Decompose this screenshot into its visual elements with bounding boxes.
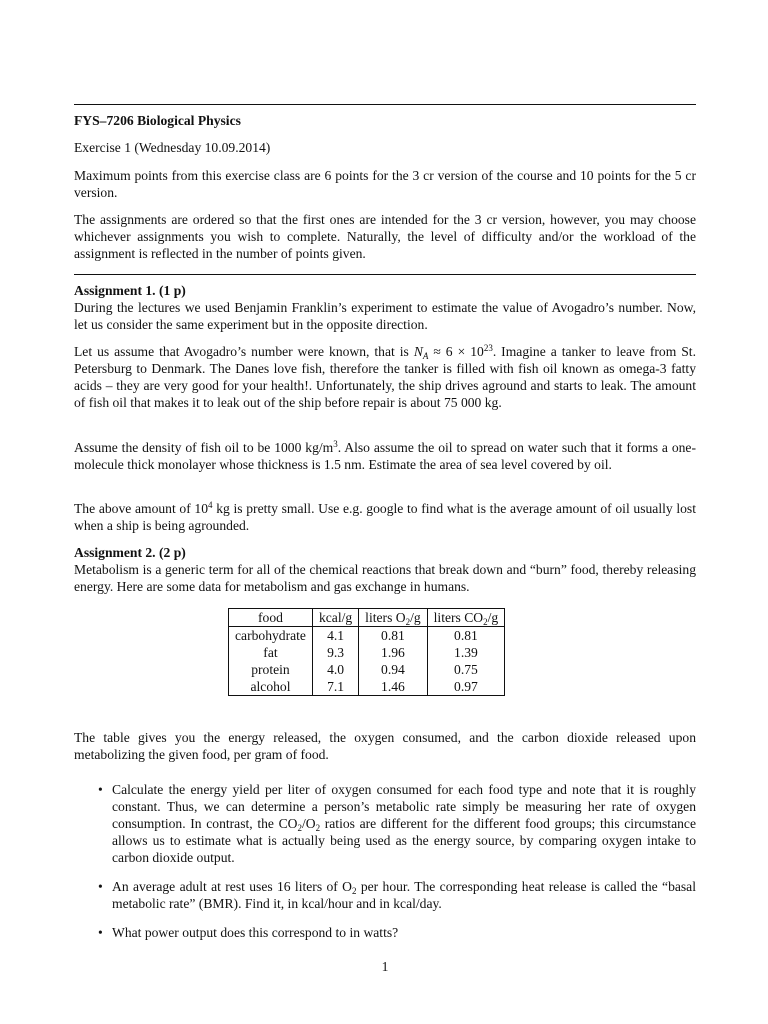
table-cell: protein — [229, 661, 313, 678]
assignment-1-paragraph-1: During the lectures we used Benjamin Franklin’s experiment to estimate the value of Avogadro’s number. Now, let us consider the same experiment but in the opposite direction. — [74, 300, 696, 332]
page-number: 1 — [381, 959, 389, 974]
table-cell: carbohydrate — [229, 627, 313, 645]
assignment-2-paragraph-1: Metabolism is a generic term for all of the chemical reactions that break down and “burn” food, thereby releasing energy. Here are some data for metabolism and gas exchange in humans. — [74, 562, 696, 594]
table-cell: 1.96 — [359, 644, 427, 661]
bullet-icon: • — [98, 782, 103, 797]
table-header-cell: liters $O_2/g$ — [359, 609, 427, 627]
list-item: • Calculate the energy yield per liter of oxygen consumed for each food type and note that it is roughly constant. Thus, we can determine a person’s metabolic rate simply be measuring her rate of oxygen consumption. In contrast, the $CO_2/O_2$ ratios are different for the different food groups; this circumstance allows us to estimate what is actually being used as the energy source, by comparing oxygen intake to carbon dioxide output. — [98, 782, 696, 865]
intro-paragraph-1: Maximum points from this exercise class are 6 points for the 3 cr version of the course and 10 points for the 5 cr version. — [74, 168, 696, 200]
table-header-cell: food — [229, 609, 313, 627]
course-title: FYS–7206 Biological Physics — [74, 113, 241, 128]
top-rule — [74, 104, 696, 105]
table-row — [229, 644, 505, 661]
assignment-1-title: Assignment 1. (1 p) — [74, 283, 186, 298]
table-row — [229, 627, 505, 645]
assignment-2-paragraph-2: The table gives you the energy released, the oxygen consumed, and the carbon dioxide released upon metabolizing the given food, per gram of food. — [74, 730, 696, 762]
metabolism-table — [228, 608, 505, 696]
table-cell: 7.1 — [312, 678, 358, 696]
table-cell: 4.0 — [312, 661, 358, 678]
table-header-cell: liters $CO_2/g$ — [427, 609, 505, 627]
intro-paragraph-2: The assignments are ordered so that the first ones are intended for the 3 cr version, however, you may choose whichever assignments you wish to complete. Naturally, the level of difficulty and/or the workload of the assignment is reflected in the number of points given. — [74, 212, 696, 261]
table-header-cell: kcal/g — [312, 609, 358, 627]
table-cell: fat — [229, 644, 313, 661]
assignment-1 — [74, 282, 696, 333]
question-list — [98, 781, 696, 953]
table-cell: alcohol — [229, 678, 313, 696]
bullet-icon: • — [98, 879, 103, 894]
section-rule — [74, 274, 696, 275]
table-cell: 1.39 — [427, 644, 505, 661]
assignment-2-title: Assignment 2. (2 p) — [74, 545, 186, 560]
assignment-1-paragraph-4: The above amount of $10^4$ kg is pretty small. Use e.g. google to find what is the average amount of oil usually lost when a ship is being agrounded. — [74, 500, 696, 533]
table-cell: 0.81 — [359, 627, 427, 645]
bullet-icon: • — [98, 925, 103, 940]
table-cell: 1.46 — [359, 678, 427, 696]
assignment-2 — [74, 544, 696, 595]
table-cell: 0.97 — [427, 678, 505, 696]
table-cell: 9.3 — [312, 644, 358, 661]
table-cell: 4.1 — [312, 627, 358, 645]
table-row — [229, 678, 505, 696]
table-cell: 0.94 — [359, 661, 427, 678]
assignment-1-paragraph-2: Let us assume that Avogadro’s number were known, that is $N_A \approx 6 \times 10^{23}$. Imagine a tanker to leave from St. Petersburg to Denmark. The Danes love fish, therefore the tanker is filled with fish oil known as omega-3 fatty acids – they are very good for your health!. Unfortunately, the ship drives aground and starts to leak. The amount of fish oil that makes it to leak out of the ship before repair is about 75 000 kg. — [74, 343, 696, 410]
exercise-date: Exercise 1 (Wednesday 10.09.2014) — [74, 140, 271, 155]
table-cell: 0.75 — [427, 661, 505, 678]
table-header-row — [229, 609, 505, 627]
list-item: • What power output does this correspond to in watts? — [98, 925, 399, 940]
assignment-1-paragraph-3: Assume the density of fish oil to be 1000 $kg/m^3$. Also assume the oil to spread on water such that it forms a one-molecule thick monolayer whose thickness is 1.5 nm. Estimate the area of sea level covered by oil. — [74, 439, 696, 472]
table-row — [229, 661, 505, 678]
list-item: • An average adult at rest uses 16 liters of $O_2$ per hour. The corresponding heat release is called the “basal metabolic rate” (BMR). Find it, in kcal/hour and in kcal/day. — [98, 879, 696, 911]
table-cell: 0.81 — [427, 627, 505, 645]
